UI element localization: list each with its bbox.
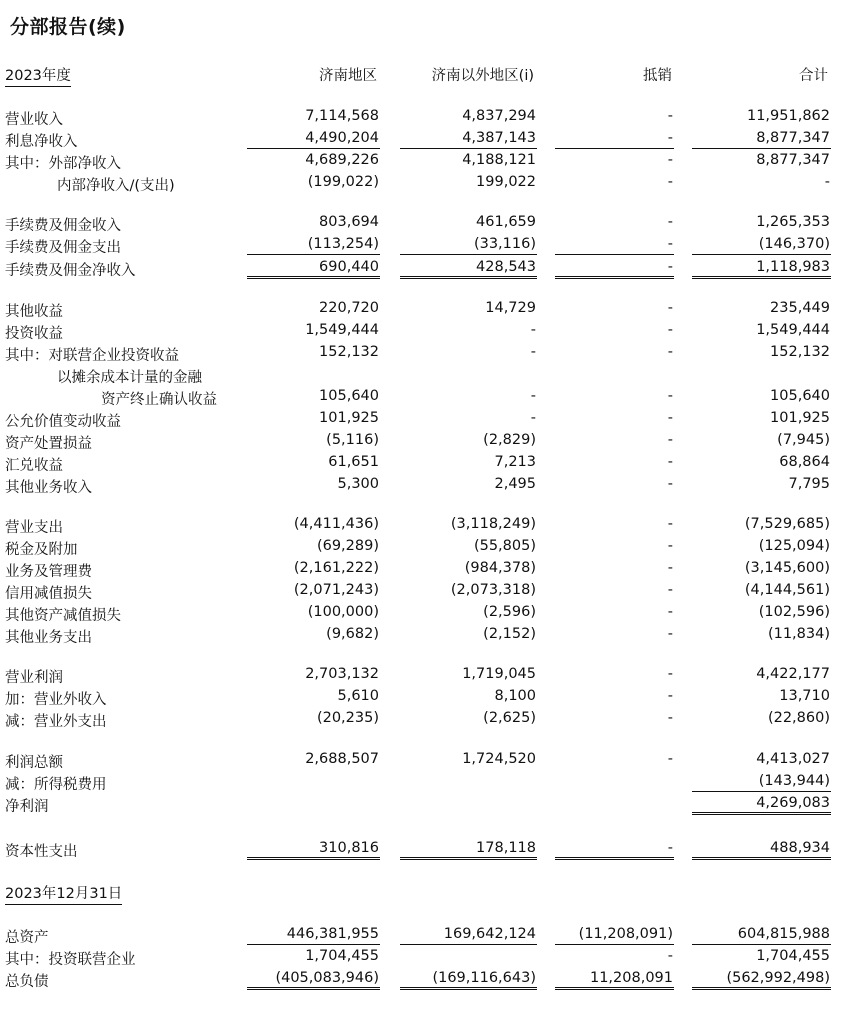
column-header-total: 合计 (799, 68, 828, 84)
table-row (0, 686, 860, 708)
double-underline (247, 987, 380, 990)
cell-outside-jinan: 428,543 (476, 259, 536, 275)
cell-jinan: 4,490,204 (305, 130, 379, 146)
underline (555, 944, 674, 945)
table-row (0, 771, 860, 793)
row-label: 汇兑收益 (5, 458, 63, 474)
double-underline (400, 276, 537, 279)
cell-elimination: - (667, 236, 673, 252)
table-row (0, 320, 860, 342)
cell-total: 235,449 (770, 300, 830, 316)
underline (400, 254, 537, 255)
row-label: 其他业务支出 (5, 630, 92, 646)
row-label: 其他业务收入 (5, 480, 92, 496)
cell-elimination: - (667, 322, 673, 338)
cell-jinan: 152,132 (319, 344, 379, 360)
cell-elimination: - (667, 108, 673, 124)
double-underline (692, 276, 831, 279)
cell-jinan: (100,000) (307, 604, 379, 620)
table-row (0, 298, 860, 320)
cell-jinan: 4,689,226 (305, 152, 379, 168)
cell-total: (3,145,600) (744, 560, 830, 576)
cell-outside-jinan: - (530, 344, 536, 360)
cell-elimination: (11,208,091) (578, 926, 673, 942)
row-label: 利润总额 (5, 755, 63, 771)
underline (247, 148, 380, 149)
cell-elimination: - (667, 560, 673, 576)
table-row (0, 474, 860, 496)
table-row (0, 234, 860, 256)
table-row (0, 558, 860, 580)
cell-elimination: - (667, 666, 673, 682)
double-underline (247, 857, 380, 860)
row-label: 总负债 (5, 974, 49, 990)
cell-jinan: (199,022) (307, 174, 379, 190)
cell-jinan: 310,816 (319, 840, 379, 856)
cell-elimination: - (667, 710, 673, 726)
row-label: 手续费及佣金净收入 (5, 263, 136, 279)
cell-jinan: 446,381,955 (286, 926, 379, 942)
table-row (0, 793, 860, 815)
cell-elimination: - (667, 410, 673, 426)
double-underline (400, 857, 537, 860)
cell-jinan: 105,640 (319, 388, 379, 404)
table-row (0, 106, 860, 128)
table-row (0, 924, 860, 946)
double-underline (555, 987, 674, 990)
cell-total: 1,118,983 (756, 259, 830, 275)
cell-elimination: 11,208,091 (589, 970, 673, 986)
table-row (0, 342, 860, 364)
cell-outside-jinan: 1,719,045 (462, 666, 536, 682)
row-label: 总资产 (5, 930, 49, 946)
cell-outside-jinan: (2,625) (483, 710, 536, 726)
cell-total: (4,144,561) (744, 582, 830, 598)
cell-total: 4,413,027 (756, 751, 830, 767)
row-label: 内部净收入/(支出) (57, 178, 175, 194)
table-row (0, 624, 860, 646)
row-label: 业务及管理费 (5, 564, 92, 580)
cell-elimination: - (667, 432, 673, 448)
cell-outside-jinan: (2,829) (483, 432, 536, 448)
row-label: 税金及附加 (5, 542, 78, 558)
row-label: 公允价值变动收益 (5, 414, 121, 430)
cell-outside-jinan: 4,188,121 (462, 152, 536, 168)
cell-total: 8,877,347 (756, 130, 830, 146)
row-label: 其中：外部净收入 (5, 156, 121, 172)
double-underline (692, 987, 831, 990)
underline (692, 944, 831, 945)
table-row (0, 946, 860, 968)
cell-outside-jinan: 169,642,124 (443, 926, 536, 942)
table-row (0, 749, 860, 771)
cell-jinan: (5,116) (326, 432, 379, 448)
cell-outside-jinan: (3,118,249) (450, 516, 536, 532)
table-row (0, 580, 860, 602)
cell-outside-jinan: (55,805) (473, 538, 536, 554)
cell-jinan: (69,289) (316, 538, 379, 554)
table-row (0, 257, 860, 279)
double-underline (555, 857, 674, 860)
underline (400, 944, 537, 945)
row-label: 加：营业外收入 (5, 692, 107, 708)
cell-jinan: 2,688,507 (305, 751, 379, 767)
cell-jinan: 5,610 (337, 688, 379, 704)
cell-total: (7,945) (777, 432, 830, 448)
cell-jinan: 1,549,444 (305, 322, 379, 338)
cell-outside-jinan: 2,495 (494, 476, 536, 492)
cell-elimination: - (667, 152, 673, 168)
cell-elimination: - (667, 454, 673, 470)
cell-outside-jinan: (33,116) (473, 236, 536, 252)
table-row (0, 452, 860, 474)
cell-elimination: - (667, 130, 673, 146)
column-header-elimination: 抵销 (643, 68, 672, 84)
row-label: 其他收益 (5, 304, 63, 320)
cell-jinan: 220,720 (319, 300, 379, 316)
cell-jinan: (20,235) (316, 710, 379, 726)
cell-total: 604,815,988 (737, 926, 830, 942)
cell-elimination: - (667, 538, 673, 554)
cell-outside-jinan: 4,387,143 (462, 130, 536, 146)
cell-outside-jinan: (2,596) (483, 604, 536, 620)
underline (555, 254, 674, 255)
cell-elimination: - (667, 626, 673, 642)
cell-outside-jinan: 199,022 (476, 174, 536, 190)
row-label: 净利润 (5, 799, 49, 815)
cell-jinan: 690,440 (319, 259, 379, 275)
cell-total: 4,269,083 (756, 795, 830, 811)
row-label: 以摊余成本计量的金融 (57, 370, 202, 386)
cell-jinan: 101,925 (319, 410, 379, 426)
underline (555, 148, 674, 149)
cell-jinan: 2,703,132 (305, 666, 379, 682)
date-label: 2023年12月31日 (5, 882, 122, 905)
cell-outside-jinan: 1,724,520 (462, 751, 536, 767)
cell-jinan: (2,161,222) (293, 560, 379, 576)
cell-elimination: - (667, 582, 673, 598)
table-row (0, 838, 860, 860)
double-underline (400, 987, 537, 990)
cell-outside-jinan: (2,152) (483, 626, 536, 642)
cell-elimination: - (667, 300, 673, 316)
cell-outside-jinan: 178,118 (476, 840, 536, 856)
cell-jinan: 803,694 (319, 214, 379, 230)
double-underline (692, 857, 831, 860)
cell-total: (562,992,498) (726, 970, 830, 986)
row-label: 资产处置损益 (5, 436, 92, 452)
cell-total: 1,704,455 (756, 948, 830, 964)
cell-jinan: 1,704,455 (305, 948, 379, 964)
cell-total: (11,834) (767, 626, 830, 642)
row-label: 其中：对联营企业投资收益 (5, 348, 179, 364)
cell-outside-jinan: - (530, 322, 536, 338)
underline (692, 254, 831, 255)
cell-jinan: 5,300 (337, 476, 379, 492)
underline (692, 791, 831, 792)
table-row (0, 430, 860, 452)
cell-total: 488,934 (770, 840, 830, 856)
row-label: 资产终止确认收益 (101, 392, 217, 408)
row-label: 信用减值损失 (5, 586, 92, 602)
cell-total: (102,596) (758, 604, 830, 620)
table-row (0, 150, 860, 172)
cell-total: 8,877,347 (756, 152, 830, 168)
row-label: 减：营业外支出 (5, 714, 107, 730)
underline (247, 254, 380, 255)
cell-elimination: - (667, 840, 673, 856)
row-label: 营业收入 (5, 112, 63, 128)
cell-total: 11,951,862 (746, 108, 830, 124)
cell-elimination: - (667, 476, 673, 492)
cell-elimination: - (667, 259, 673, 275)
cell-total: (125,094) (758, 538, 830, 554)
cell-jinan: 7,114,568 (305, 108, 379, 124)
cell-total: 105,640 (770, 388, 830, 404)
cell-outside-jinan: - (530, 388, 536, 404)
cell-elimination: - (667, 751, 673, 767)
double-underline (247, 276, 380, 279)
table-row (0, 408, 860, 430)
cell-outside-jinan: (2,073,318) (450, 582, 536, 598)
cell-elimination: - (667, 948, 673, 964)
cell-elimination: - (667, 214, 673, 230)
cell-elimination: - (667, 344, 673, 360)
period-label: 2023年度 (5, 64, 71, 87)
table-row (0, 364, 860, 386)
cell-total: 152,132 (770, 344, 830, 360)
cell-outside-jinan: 4,837,294 (462, 108, 536, 124)
table-row (0, 172, 860, 194)
cell-elimination: - (667, 388, 673, 404)
page-title: 分部报告(续) (10, 16, 126, 38)
column-header-jinan: 济南地区 (319, 68, 377, 84)
cell-total: (146,370) (758, 236, 830, 252)
table-row (0, 664, 860, 686)
table-row (0, 514, 860, 536)
cell-total: 4,422,177 (756, 666, 830, 682)
row-label: 利息净收入 (5, 134, 78, 150)
cell-total: 1,549,444 (756, 322, 830, 338)
row-label: 手续费及佣金支出 (5, 240, 121, 256)
cell-total: 13,710 (779, 688, 830, 704)
cell-outside-jinan: - (530, 410, 536, 426)
cell-total: 101,925 (770, 410, 830, 426)
cell-outside-jinan: 7,213 (494, 454, 536, 470)
table-row (0, 128, 860, 150)
cell-outside-jinan: 14,729 (485, 300, 536, 316)
row-label: 其他资产减值损失 (5, 608, 121, 624)
table-row (0, 602, 860, 624)
cell-elimination: - (667, 604, 673, 620)
cell-total: (143,944) (758, 773, 830, 789)
table-row (0, 386, 860, 408)
cell-jinan: (113,254) (307, 236, 379, 252)
row-label: 营业支出 (5, 520, 63, 536)
underline (247, 944, 380, 945)
table-row (0, 536, 860, 558)
table-row (0, 212, 860, 234)
underline (692, 148, 831, 149)
cell-total: (7,529,685) (744, 516, 830, 532)
cell-outside-jinan: 461,659 (476, 214, 536, 230)
cell-jinan: (4,411,436) (293, 516, 379, 532)
cell-outside-jinan: 8,100 (494, 688, 536, 704)
cell-total: - (824, 174, 830, 190)
table-row (0, 708, 860, 730)
cell-outside-jinan: (984,378) (464, 560, 536, 576)
row-label: 营业利润 (5, 670, 63, 686)
row-label: 资本性支出 (5, 844, 78, 860)
cell-elimination: - (667, 688, 673, 704)
cell-jinan: (2,071,243) (293, 582, 379, 598)
table-row (0, 968, 860, 990)
cell-elimination: - (667, 174, 673, 190)
cell-total: 7,795 (788, 476, 830, 492)
cell-jinan: 61,651 (328, 454, 379, 470)
row-label: 其中：投资联营企业 (5, 952, 136, 968)
double-underline (692, 812, 831, 815)
cell-elimination: - (667, 516, 673, 532)
underline (400, 148, 537, 149)
row-label: 手续费及佣金收入 (5, 218, 121, 234)
row-label: 减：所得税费用 (5, 777, 107, 793)
cell-total: (22,860) (767, 710, 830, 726)
row-label: 投资收益 (5, 326, 63, 342)
cell-jinan: (405,083,946) (275, 970, 379, 986)
cell-jinan: (9,682) (326, 626, 379, 642)
double-underline (555, 276, 674, 279)
cell-outside-jinan: (169,116,643) (432, 970, 536, 986)
cell-total: 68,864 (779, 454, 830, 470)
column-header-outside-jinan: 济南以外地区(i) (431, 68, 534, 84)
cell-total: 1,265,353 (756, 214, 830, 230)
